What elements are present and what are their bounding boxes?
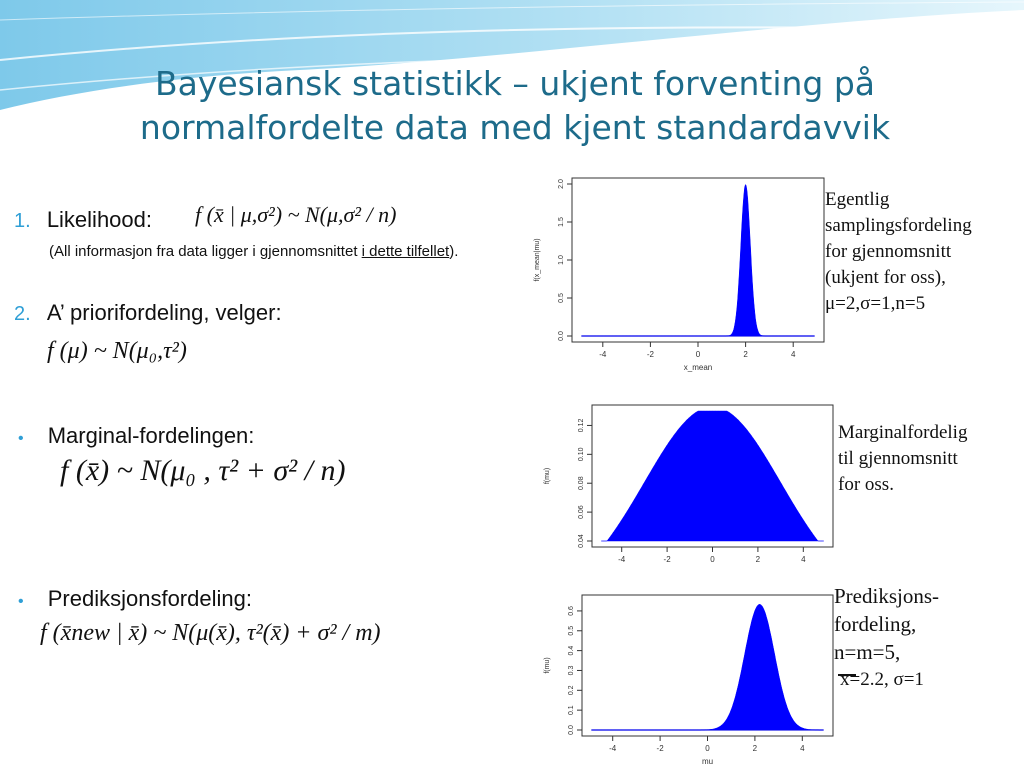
chart-marginal: [537, 395, 837, 570]
y-tick-label: 0.4: [568, 645, 575, 656]
plot-sampling-distribution: [527, 170, 827, 390]
item-number: 2.: [14, 303, 31, 325]
y-tick-label: 1.0: [558, 255, 565, 265]
item-label: Prediksjonsfordeling:: [47, 586, 252, 611]
y-tick-label: 0.08: [578, 476, 585, 491]
note-line: for gjennomsnitt: [825, 241, 952, 262]
plot-predictive-distribution: [537, 580, 837, 768]
note-line: μ=2,σ=1,n=5: [825, 293, 926, 314]
density-area: [581, 185, 814, 337]
slide-title: Bayesiansk statistikk – ukjent forventing på normalfordelte data med kjent standardavvik: [139, 64, 891, 147]
plot-marginal-distribution: [537, 395, 837, 570]
likelihood-formula: f (x̄ | μ,σ²) ~ N(μ,σ² / n): [195, 202, 397, 227]
y-axis-label: f(mu): [544, 657, 551, 674]
note-line: til gjennomsnitt: [838, 448, 958, 469]
y-tick-label: 0.10: [578, 447, 585, 462]
y-tick-label: 0.04: [578, 534, 585, 548]
y-tick-label: 0.06: [578, 505, 585, 519]
bullet-icon: •: [18, 430, 24, 447]
y-tick-label: 0.2: [568, 685, 575, 696]
note-line: x=2.2, σ=1: [840, 669, 924, 690]
plot-frame: [572, 178, 824, 342]
predictive-formula: f (x̄new | x̄) ~ N(μ(x̄), τ²(x̄) + σ² / m): [40, 620, 381, 646]
x-axis-label: mu: [701, 757, 714, 766]
x-tick-label: 2: [755, 555, 761, 564]
x-axis-label: x_mean: [683, 363, 713, 372]
y-axis-label: f(mu): [544, 467, 551, 485]
y-tick-label: 0.6: [568, 606, 575, 616]
note-line: (ukjent for oss),: [825, 267, 946, 288]
note-line: Prediksjons-: [834, 584, 939, 608]
y-tick-label: 0.12: [578, 418, 585, 433]
x-tick-label: 0: [695, 350, 701, 359]
x-tick-label: 4: [790, 350, 796, 359]
y-tick-label: 0.5: [558, 293, 565, 303]
note-line: n=m=5,: [834, 640, 901, 664]
note-underlined-text: i dette tilfellet: [361, 243, 450, 260]
y-tick-label: 1.5: [558, 217, 565, 227]
note-text-end: ).: [449, 243, 459, 260]
x-tick-label: -4: [599, 350, 607, 359]
x-tick-label: -2: [663, 555, 671, 564]
list-item-prior: [14, 300, 282, 326]
note-line: samplingsfordeling: [825, 215, 972, 236]
item-number: 1.: [14, 210, 31, 232]
x-tick-label: 4: [800, 744, 805, 753]
y-tick-label: 2.0: [558, 179, 565, 189]
marginal-formula: f (x̄) ~ N(μ₀ , τ² + σ² / n): [60, 454, 346, 487]
x-tick-label: 0: [710, 555, 715, 564]
density-area: [601, 411, 823, 541]
y-tick-label: 0.0: [558, 331, 565, 341]
note-marginal: [838, 420, 967, 498]
y-tick-label: 0.1: [568, 705, 575, 716]
y-tick-label: 0.3: [568, 665, 575, 676]
note-sampling: [825, 187, 972, 317]
note-line: for oss.: [838, 474, 894, 495]
prior-formula: f (μ) ~ N(μ₀,τ²): [47, 338, 187, 364]
y-axis-label: f(x_mean|mu): [534, 238, 541, 282]
plot-frame: [582, 595, 833, 736]
item-label: A’ priorifordeling, velger:: [46, 300, 282, 325]
density-area: [591, 604, 823, 730]
note-line: Marginalfordelig: [838, 422, 968, 443]
x-tick-label: -2: [656, 744, 664, 753]
x-tick-label: 4: [801, 555, 806, 564]
x-tick-label: 0: [705, 744, 710, 753]
y-tick-label: 0.0: [568, 725, 575, 735]
y-tick-label: 0.5: [568, 625, 575, 636]
bullet-icon: •: [18, 593, 24, 610]
list-item-marginal: [18, 423, 254, 449]
overbar-decoration: [838, 674, 856, 676]
note-predictive: [834, 582, 939, 694]
note-text: (All informasjon fra data ligger i gjennomsnittet: [49, 243, 362, 260]
note-line: Egentlig: [825, 189, 890, 210]
x-tick-label: 2: [743, 350, 748, 359]
list-item-predictive: [18, 586, 252, 612]
item-label: Marginal-fordelingen:: [47, 423, 255, 448]
chart-sampling: [527, 170, 827, 390]
list-item-likelihood: [14, 207, 152, 233]
chart-predictive: [537, 580, 837, 768]
x-tick-label: -4: [618, 555, 626, 564]
x-tick-label: -4: [609, 744, 617, 753]
likelihood-note: [49, 241, 509, 263]
item-label: Likelihood:: [46, 207, 152, 232]
x-tick-label: -2: [646, 350, 654, 359]
note-line: fordeling,: [834, 612, 917, 636]
x-tick-label: 2: [752, 744, 758, 753]
